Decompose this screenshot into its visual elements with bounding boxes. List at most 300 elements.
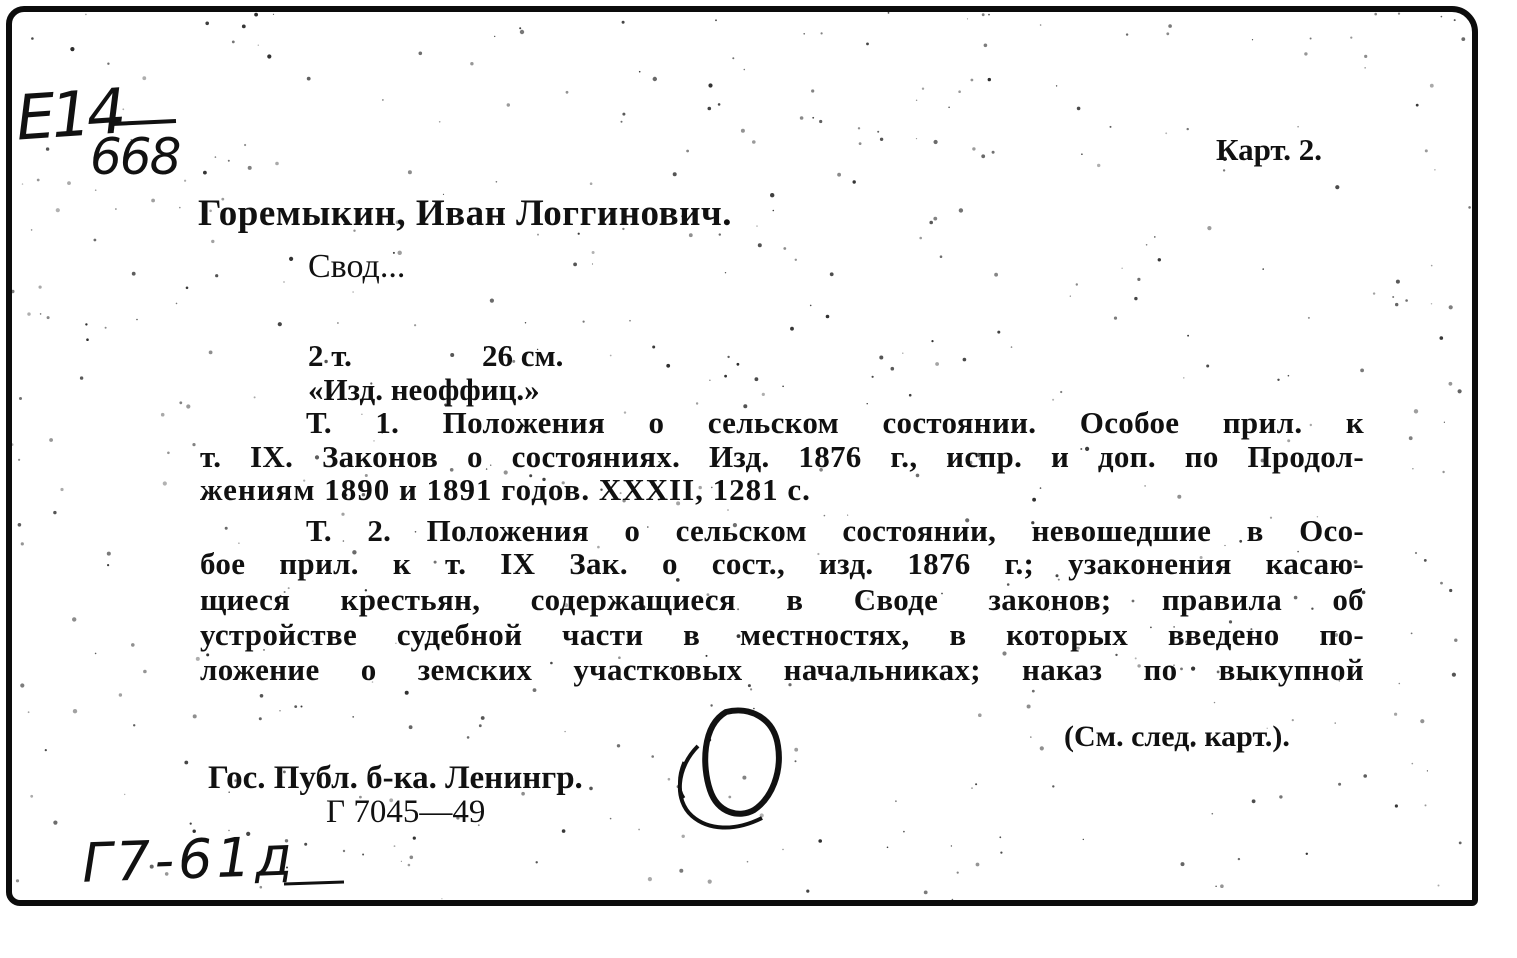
speckle [275, 162, 279, 166]
speckle [1262, 268, 1264, 270]
speckle [1425, 804, 1427, 806]
speckle [490, 299, 494, 303]
speckle [1363, 774, 1367, 778]
speckle [573, 263, 577, 267]
speckle [562, 829, 566, 833]
speckle [708, 880, 712, 884]
speckle [1252, 799, 1256, 803]
speckle [617, 744, 620, 747]
speckle [1279, 795, 1282, 798]
speckle [903, 831, 905, 833]
speckle [1181, 862, 1185, 866]
speckle [610, 818, 612, 820]
speckle [963, 358, 967, 362]
speckle [610, 355, 612, 357]
speckle [812, 117, 814, 119]
speckle [362, 854, 364, 856]
speckle [1427, 770, 1428, 771]
speckle [770, 193, 774, 197]
speckle [1412, 763, 1414, 765]
speckle [951, 845, 952, 846]
speckle [922, 88, 924, 90]
speckle [902, 353, 903, 354]
speckle [225, 527, 228, 530]
speckle [859, 142, 862, 145]
speckle [244, 144, 246, 146]
speckle [1459, 842, 1462, 845]
speckle [1420, 719, 1424, 723]
speckle [209, 351, 213, 355]
speckle [382, 99, 383, 100]
speckle [818, 839, 822, 843]
speckle [161, 413, 165, 417]
speckle [273, 14, 274, 15]
speckle [294, 705, 297, 708]
speckle [803, 33, 805, 35]
speckle [715, 19, 717, 21]
speckle [975, 783, 977, 785]
speckle [737, 363, 740, 366]
continuation-note: (См. след. карт.). [1064, 720, 1290, 753]
speckle [49, 438, 53, 442]
speckle [1454, 639, 1457, 642]
speckle [86, 338, 89, 341]
speckle [821, 32, 823, 34]
speckle [1060, 391, 1062, 393]
speckle [1440, 582, 1443, 585]
author-heading: Горемыкин, Иван Логгинович. [198, 193, 733, 234]
speckle [307, 77, 311, 81]
speckle [12, 290, 15, 293]
speckle [1440, 336, 1444, 340]
speckle [193, 714, 197, 718]
speckle [1335, 185, 1339, 189]
speckle [756, 225, 757, 226]
speckle [982, 13, 985, 16]
speckle [1306, 853, 1308, 855]
speckle [957, 872, 959, 874]
speckle [1166, 32, 1169, 35]
speckle [933, 217, 937, 221]
speckle [260, 694, 264, 698]
speckle [1288, 375, 1290, 377]
speckle [1310, 38, 1312, 40]
speckle [228, 160, 230, 162]
speckle [1070, 296, 1071, 297]
speckle [741, 129, 745, 133]
speckle [750, 688, 752, 690]
speckle [877, 131, 879, 133]
speckle [1395, 804, 1398, 807]
speckle [95, 653, 97, 655]
speckle [564, 731, 565, 732]
speckle [289, 257, 293, 261]
extent-size: 26 см. [482, 338, 564, 373]
speckle [1449, 382, 1453, 386]
speckle [410, 856, 414, 860]
speckle [997, 331, 1000, 334]
speckle [211, 240, 214, 243]
speckle [1011, 346, 1013, 348]
contents-line: т. IX. Законов о состояниях. Изд. 1876 г., испр. и доп. по Продол- [200, 439, 1364, 474]
contents-line: бое прил. к т. IX Зак. о сост., изд. 1876 г.; узаконения касаю- [200, 546, 1364, 581]
speckle [215, 156, 217, 158]
speckle [1158, 258, 1161, 261]
speckle [782, 386, 784, 388]
speckle [1040, 746, 1044, 750]
speckle [31, 37, 34, 40]
speckle [115, 208, 117, 210]
speckle [755, 377, 759, 381]
handwritten-bottom-note: Г7-61д [80, 824, 298, 895]
speckle [20, 683, 24, 687]
speckle [533, 688, 537, 692]
speckle [1097, 164, 1100, 167]
speckle [259, 717, 262, 720]
speckle [592, 251, 595, 254]
speckle [981, 154, 985, 158]
speckle [520, 30, 524, 34]
speckle [186, 404, 190, 408]
speckle [1395, 303, 1398, 306]
speckle [629, 320, 631, 322]
speckle [622, 113, 625, 116]
speckle [790, 327, 794, 331]
speckle [30, 795, 33, 798]
speckle [1030, 736, 1032, 738]
speckle [1114, 317, 1117, 320]
speckle [830, 272, 834, 276]
speckle [686, 150, 689, 153]
speckle [1442, 471, 1444, 473]
speckle [1458, 389, 1462, 393]
speckle [21, 542, 24, 545]
speckle [971, 787, 973, 789]
speckle [1187, 128, 1189, 130]
speckle [507, 103, 510, 106]
speckle [254, 13, 258, 17]
speckle [1468, 206, 1471, 209]
speckle [203, 171, 207, 175]
speckle [1425, 149, 1428, 152]
speckle [999, 836, 1001, 838]
speckle [1364, 55, 1367, 58]
speckle [1077, 107, 1081, 111]
speckle [1335, 722, 1336, 723]
speckle [1144, 485, 1146, 487]
speckle [258, 45, 259, 46]
speckle [56, 208, 60, 212]
speckle [837, 173, 841, 177]
speckle [1206, 365, 1209, 368]
speckle [481, 716, 485, 720]
speckle [622, 21, 625, 24]
contents-line: жениям 1890 и 1891 годов. XXXII, 1281 с. [200, 472, 811, 507]
speckle [73, 709, 77, 713]
speckle [107, 63, 109, 65]
speckle [132, 272, 136, 276]
speckle [1277, 379, 1279, 381]
speckle [401, 861, 402, 862]
speckle [40, 313, 42, 315]
speckle [1056, 85, 1057, 86]
speckle [679, 869, 683, 873]
speckle [1338, 783, 1341, 786]
speckle [12, 443, 14, 446]
speckle [727, 356, 729, 358]
speckle [1431, 303, 1432, 304]
speckle [984, 44, 988, 48]
speckle [494, 36, 495, 37]
speckle [673, 172, 677, 176]
work-title: Свод... [308, 248, 406, 285]
speckle [143, 670, 147, 674]
speckle [1308, 317, 1310, 319]
speckle [916, 138, 917, 139]
speckle [1350, 37, 1352, 39]
speckle [725, 272, 726, 273]
speckle [666, 364, 670, 368]
speckle [1052, 399, 1054, 401]
speckle [238, 542, 240, 544]
speckle [1110, 126, 1112, 128]
speckle [28, 711, 30, 713]
speckle [948, 107, 950, 109]
speckle [826, 315, 830, 319]
speckle [1434, 169, 1436, 171]
speckle [1444, 422, 1445, 423]
speckle [72, 617, 76, 621]
speckle [122, 108, 124, 110]
speckle [919, 237, 922, 240]
speckle [1304, 52, 1307, 55]
shelfmark-handwritten-bottom: 668 [90, 128, 180, 186]
speckle [1187, 335, 1189, 337]
speckle [80, 376, 83, 379]
contents-line: Т. 2. Положения о сельском состоянии, невошедшие в Осо- [306, 513, 1364, 548]
speckle [60, 488, 63, 491]
speckle [879, 356, 883, 360]
speckle [1297, 126, 1299, 128]
speckle [718, 103, 721, 106]
speckle [419, 52, 423, 56]
speckle [1212, 813, 1214, 815]
contents-line: ложение о земских участковых начальниках; наказ по выкупной [200, 652, 1364, 687]
speckle [1394, 713, 1397, 716]
speckle [1461, 37, 1465, 41]
speckle [652, 346, 655, 349]
speckle [186, 287, 189, 290]
shelfmark-handwritten-top: Е14 [13, 74, 125, 155]
speckle [800, 116, 804, 120]
speckle [467, 736, 470, 739]
speckle [479, 724, 482, 727]
speckle [1416, 104, 1419, 107]
speckle [1032, 690, 1035, 693]
speckle [95, 189, 97, 191]
speckle [301, 706, 303, 708]
speckle [1414, 409, 1418, 413]
speckle [988, 14, 990, 16]
speckle [931, 340, 933, 342]
speckle [1292, 719, 1294, 721]
speckle [708, 83, 712, 87]
speckle [1373, 292, 1375, 294]
speckle [47, 316, 50, 319]
speckle [37, 179, 40, 182]
speckle [976, 863, 980, 867]
speckle [1220, 884, 1224, 888]
speckle [1449, 589, 1452, 592]
speckle [405, 691, 409, 695]
speckle [1452, 673, 1456, 677]
speckle [880, 138, 883, 141]
speckle [853, 180, 856, 183]
speckle [1076, 283, 1078, 285]
speckle [131, 643, 135, 647]
speckle [909, 394, 912, 397]
speckle [724, 375, 727, 378]
speckle [811, 89, 814, 92]
speckle [278, 322, 282, 326]
speckle [184, 761, 188, 765]
speckle [441, 898, 442, 899]
speckle [858, 127, 860, 129]
speckle [1214, 702, 1215, 703]
speckle [184, 180, 186, 182]
library-name: Гос. Публ. б-ка. Ленингр. [208, 760, 583, 796]
speckle [1040, 487, 1042, 489]
speckle [653, 77, 657, 81]
speckle [85, 323, 87, 325]
speckle [337, 322, 339, 324]
speckle [1438, 885, 1440, 887]
contents-line: щиеся крестьян, содержащиеся в Своде законов; правила об [200, 582, 1364, 617]
speckle [53, 511, 56, 514]
speckle [583, 321, 585, 323]
speckle [22, 183, 23, 184]
speckle [124, 794, 125, 795]
speckle [70, 47, 74, 51]
speckle [343, 850, 345, 852]
speckle [978, 713, 982, 717]
speckle [27, 312, 30, 315]
speckle [747, 861, 749, 863]
speckle [795, 259, 797, 261]
speckle [752, 140, 756, 144]
speckle [924, 891, 928, 895]
speckle [105, 327, 107, 329]
speckle [887, 847, 889, 849]
speckle [994, 273, 998, 277]
speckle [394, 845, 396, 847]
speckle [992, 151, 995, 154]
contents-line: устройстве судебной части в местностях, в которых введено по- [200, 617, 1364, 652]
speckle [16, 879, 19, 882]
speckle [1424, 559, 1427, 562]
speckle [1134, 297, 1137, 300]
speckle [163, 481, 167, 485]
speckle [891, 367, 895, 371]
edition-note: «Изд. неоффиц.» [308, 372, 540, 407]
speckle [1431, 265, 1433, 267]
speckle [205, 22, 209, 26]
speckle [1374, 13, 1377, 16]
speckle [413, 837, 416, 840]
contents-line: Т. 1. Положения о сельском состоянии. Особое прил. к [306, 405, 1364, 440]
speckle [536, 861, 538, 863]
speckle [782, 849, 783, 850]
catalog-card [6, 6, 1478, 906]
speckle [496, 181, 498, 183]
speckle [119, 693, 122, 696]
speckle [414, 324, 416, 326]
speckle [895, 800, 897, 802]
speckle [1449, 305, 1453, 309]
speckle [1360, 369, 1364, 373]
speckle [1207, 226, 1211, 230]
speckle [592, 263, 593, 264]
speckle [176, 303, 178, 305]
speckle [136, 319, 138, 321]
speckle [1122, 268, 1123, 269]
library-code: Г 7045—49 [326, 794, 486, 830]
speckle [648, 877, 652, 881]
speckle [935, 362, 939, 366]
speckle [470, 62, 473, 65]
speckle [810, 305, 812, 307]
speckle [85, 14, 87, 16]
extent-volumes: 2 т. [308, 338, 352, 373]
speckle [179, 401, 182, 404]
card-number: Карт. 2. [1216, 132, 1323, 167]
speckle [1027, 705, 1031, 709]
speckle [1405, 299, 1408, 302]
speckle [1032, 498, 1036, 502]
speckle [639, 71, 641, 73]
speckle [352, 291, 354, 293]
speckle [254, 396, 256, 398]
speckle [1215, 886, 1216, 887]
speckle [304, 843, 307, 846]
speckle [566, 91, 569, 94]
speckle [1430, 84, 1434, 88]
speckle [31, 229, 33, 231]
speckle [1365, 67, 1366, 68]
speckle [167, 452, 170, 455]
speckle [708, 107, 712, 111]
speckle [1126, 33, 1128, 35]
speckle [1409, 436, 1413, 440]
speckle [1137, 278, 1140, 281]
handwritten-underline [282, 878, 352, 890]
speckle [190, 823, 192, 825]
speckle [1000, 852, 1002, 854]
speckle [1183, 377, 1184, 378]
speckle [1441, 16, 1443, 18]
speckle [1412, 468, 1413, 469]
speckle [1223, 169, 1225, 171]
speckle [279, 710, 280, 711]
speckle [967, 18, 968, 19]
speckle [929, 221, 933, 225]
speckle [450, 353, 454, 357]
speckle [179, 207, 181, 209]
speckle [1411, 633, 1413, 635]
speckle [621, 121, 623, 123]
speckle [283, 281, 284, 282]
speckle [1252, 39, 1253, 40]
